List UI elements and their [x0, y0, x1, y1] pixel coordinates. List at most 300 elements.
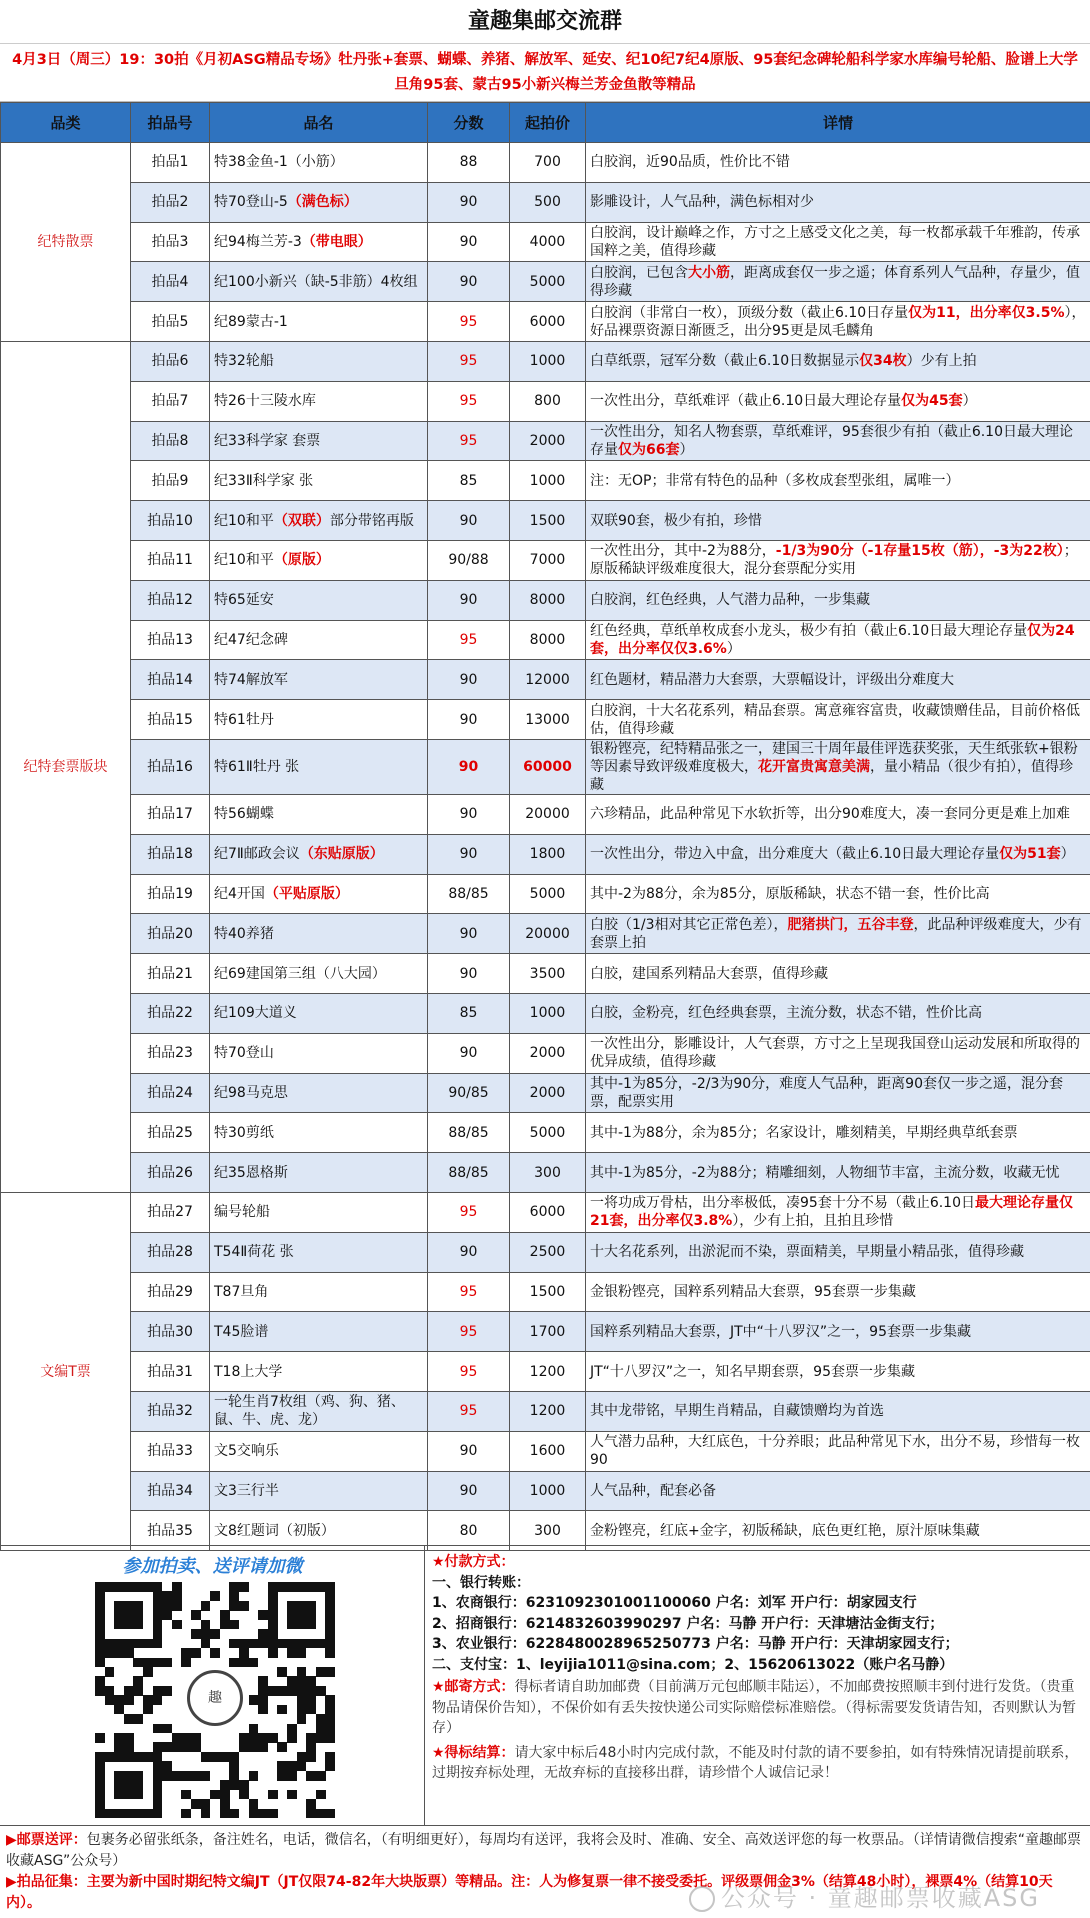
qr-module — [114, 1771, 124, 1781]
qr-module — [95, 1733, 105, 1743]
qr-module — [133, 1809, 143, 1819]
lot-name — [210, 262, 428, 302]
lot-name — [210, 1073, 428, 1113]
lot-number: 拍品34 — [131, 1471, 210, 1511]
lot-score: 95 — [428, 1192, 510, 1232]
qr-module — [105, 1639, 115, 1649]
qr-module — [153, 1601, 163, 1611]
qr-module — [95, 1591, 105, 1601]
lot-detail-text: 白草纸票，冠军分数（截止6.10日数据显示 — [590, 353, 860, 370]
lot-detail-text: JT“十八罗汉”之一，知名早期套票，95套票一步集藏 — [590, 1363, 915, 1380]
lot-score: 80 — [428, 1511, 510, 1551]
lot-detail-suffix: ，量小精品（很少有拍），值得珍藏 — [590, 758, 1073, 793]
qr-module — [325, 1714, 335, 1724]
qr-module — [124, 1714, 134, 1724]
qr-module — [325, 1610, 335, 1620]
lot-detail-highlight: 肥猪拱门，五谷丰登 — [787, 916, 914, 933]
settle-text: 请大家中标后48小时内完成付款，不能及时付款的请不要参拍，如有特殊情况请提前联系，过期按弃标处理，无故弃标的直接移出群，请珍惜个人诚信记录！ — [432, 1744, 1079, 1781]
lot-score: 95 — [428, 1391, 510, 1431]
lot-score: 85 — [428, 461, 510, 501]
qr-module — [316, 1733, 326, 1743]
lot-name — [210, 1312, 428, 1352]
lot-score: 95 — [428, 421, 510, 461]
table-row — [1, 993, 1090, 1033]
lot-number: 拍品30 — [131, 1312, 210, 1352]
qr-module — [124, 1610, 134, 1620]
lot-number: 拍品5 — [131, 302, 210, 342]
qr-module — [172, 1742, 182, 1752]
qr-module — [114, 1752, 124, 1762]
lot-detail-highlight: 仅为11，出分率仅3.5% — [908, 304, 1065, 321]
lot-start-price: 500 — [510, 182, 586, 222]
qr-module — [114, 1620, 124, 1630]
qr-module — [229, 1780, 239, 1790]
lot-detail-highlight: 仅为45套 — [901, 393, 963, 410]
mail-title: ★邮寄方式： — [432, 1679, 515, 1695]
qr-module — [143, 1809, 153, 1819]
lot-name-text: 文8红题词（初版） — [214, 1522, 335, 1539]
lot-name-text: 文3三行半 — [214, 1482, 279, 1499]
qr-module — [153, 1790, 163, 1800]
lot-number: 拍品6 — [131, 341, 210, 381]
qr-module — [297, 1676, 307, 1686]
lot-score: 90 — [428, 1232, 510, 1272]
lot-detail-text: 十大名花系列，出淤泥而不染，票面精美，早期量小精品张，值得珍藏 — [590, 1244, 1024, 1261]
lot-number: 拍品22 — [131, 993, 210, 1033]
lot-detail — [586, 262, 1090, 302]
lot-name-text: 纪69建国第三组（八大园） — [214, 965, 386, 982]
lot-name-text: 一轮生肖7枚组（鸡、狗、猪、鼠、牛、虎、龙） — [214, 1394, 405, 1429]
table-row — [1, 1431, 1090, 1471]
lot-number: 拍品8 — [131, 421, 210, 461]
wechat-icon — [689, 1886, 715, 1912]
lot-detail — [586, 302, 1090, 342]
lot-detail-highlight: 花开富贵寓意美满 — [758, 758, 870, 775]
lot-score: 90 — [428, 262, 510, 302]
qr-module — [325, 1582, 335, 1592]
lot-detail-text: 国粹系列精品大套票，JT中“十八罗汉”之一，95套票一步集藏 — [590, 1323, 971, 1340]
lot-detail — [586, 1312, 1090, 1352]
lot-name-text: 特38金鱼-1（小筋） — [214, 154, 344, 171]
qr-module — [325, 1648, 335, 1658]
qr-module — [229, 1639, 239, 1649]
qr-module — [162, 1601, 172, 1611]
lot-score: 90 — [428, 660, 510, 700]
bottom-info — [0, 1545, 1090, 1825]
qr-module — [124, 1620, 134, 1630]
lot-start-price: 1000 — [510, 1471, 586, 1511]
lot-detail-suffix: ，此品种评级难度大，少有套票上拍 — [590, 916, 1082, 951]
qr-module — [95, 1780, 105, 1790]
lot-name-text: 特74解放军 — [214, 671, 288, 688]
lot-name — [210, 222, 428, 262]
header-name: 品名 — [210, 103, 428, 143]
lot-detail-highlight: 仅为24套，出分率仅仅3.6% — [590, 622, 1075, 657]
qr-module — [133, 1582, 143, 1592]
qr-module — [268, 1601, 278, 1611]
qr-module — [181, 1648, 191, 1658]
lot-score: 95 — [428, 341, 510, 381]
lot-score: 95 — [428, 1352, 510, 1392]
lot-detail-text: 白胶，建国系列精品大套票，值得珍藏 — [590, 965, 828, 982]
lot-name-text: 纪100小新兴（缺-5非筋）4枚组 — [214, 273, 418, 290]
lot-number: 拍品9 — [131, 461, 210, 501]
qr-module — [258, 1676, 268, 1686]
lot-score: 90 — [428, 580, 510, 620]
lot-name-text: T54Ⅱ荷花 张 — [214, 1244, 294, 1261]
lot-number: 拍品28 — [131, 1232, 210, 1272]
qr-module — [181, 1733, 191, 1743]
lot-number: 拍品33 — [131, 1431, 210, 1471]
qr-module — [249, 1724, 259, 1734]
lot-score: 90 — [428, 700, 510, 740]
category-cell: 文编T票 — [1, 1192, 131, 1550]
table-row — [1, 834, 1090, 874]
qr-module — [325, 1629, 335, 1639]
lot-number: 拍品29 — [131, 1272, 210, 1312]
qr-module — [287, 1676, 297, 1686]
qr-module — [153, 1610, 163, 1620]
lot-number: 拍品26 — [131, 1153, 210, 1193]
lot-score: 90 — [428, 794, 510, 834]
lot-start-price: 2500 — [510, 1232, 586, 1272]
qr-module — [201, 1799, 211, 1809]
lot-detail — [586, 222, 1090, 262]
lot-detail-text: 其中-2为88分，余为85分，原版稀缺，状态不错一套，性价比高 — [590, 885, 990, 902]
lot-name-text: 纪35恩格斯 — [214, 1164, 288, 1181]
lot-score: 90/88 — [428, 540, 510, 580]
qr-module — [239, 1601, 249, 1611]
qr-module — [316, 1667, 326, 1677]
lot-number: 拍品24 — [131, 1073, 210, 1113]
qr-module — [297, 1582, 307, 1592]
lot-score: 90 — [428, 739, 510, 794]
qr-module — [220, 1620, 230, 1630]
table-row — [1, 1471, 1090, 1511]
lot-name-text: 特30剪纸 — [214, 1124, 274, 1141]
table-row — [1, 1352, 1090, 1392]
lot-start-price: 800 — [510, 381, 586, 421]
lot-name-text: 特70登山-5 — [214, 194, 288, 211]
qr-module — [95, 1790, 105, 1800]
qr-module — [229, 1620, 239, 1630]
qr-module — [105, 1752, 115, 1762]
lot-name-text: 纪7Ⅱ邮政会议 — [214, 846, 300, 863]
bank-3: 3、农业银行：6228480028965250773 户名：马静 开户行：天津胡家园支行； — [432, 1636, 959, 1652]
qr-module — [105, 1809, 115, 1819]
qr-module — [124, 1639, 134, 1649]
qr-module — [95, 1752, 105, 1762]
lot-start-price: 8000 — [510, 580, 586, 620]
qr-module — [133, 1620, 143, 1630]
qr-module — [220, 1809, 230, 1819]
lot-name — [210, 874, 428, 914]
qr-module — [287, 1610, 297, 1620]
lot-number: 拍品4 — [131, 262, 210, 302]
table-row — [1, 1192, 1090, 1232]
lot-name — [210, 700, 428, 740]
qr-module — [201, 1639, 211, 1649]
qr-module — [143, 1667, 153, 1677]
lot-name — [210, 1431, 428, 1471]
lot-score: 90 — [428, 954, 510, 994]
qr-module — [287, 1582, 297, 1592]
qr-module — [325, 1620, 335, 1630]
table-row — [1, 1272, 1090, 1312]
qr-module — [239, 1790, 249, 1800]
lot-number: 拍品27 — [131, 1192, 210, 1232]
qr-module — [124, 1790, 134, 1800]
qr-module — [143, 1639, 153, 1649]
qr-module — [306, 1695, 316, 1705]
qr-module — [114, 1639, 124, 1649]
settle-block — [432, 1743, 1082, 1784]
table-row — [1, 914, 1090, 954]
lot-name — [210, 421, 428, 461]
qr-module — [229, 1761, 239, 1771]
lot-name — [210, 620, 428, 660]
lot-detail — [586, 1352, 1090, 1392]
qr-module — [201, 1629, 211, 1639]
qr-module — [316, 1809, 326, 1819]
lot-name-highlight: （东贴原版） — [299, 846, 384, 863]
qr-module — [220, 1752, 230, 1762]
table-row — [1, 620, 1090, 660]
lot-detail — [586, 501, 1090, 541]
qr-module — [153, 1686, 163, 1696]
qr-module — [153, 1620, 163, 1630]
qr-module — [306, 1639, 316, 1649]
lot-detail — [586, 954, 1090, 994]
qr-module — [229, 1601, 239, 1611]
lot-detail-highlight: 仅34枚 — [859, 353, 907, 370]
qr-module — [191, 1771, 201, 1781]
qr-module — [162, 1771, 172, 1781]
lot-detail — [586, 1391, 1090, 1431]
qr-module — [306, 1752, 316, 1762]
wechat-qr-code[interactable] — [95, 1582, 335, 1818]
header-score: 分数 — [428, 103, 510, 143]
lot-detail-text: 一次性出分，草纸难评（截止6.10日最大理论存量 — [590, 393, 902, 410]
lot-number: 拍品32 — [131, 1391, 210, 1431]
qr-module — [249, 1658, 259, 1668]
qr-module — [239, 1742, 249, 1752]
qr-module — [239, 1658, 249, 1668]
qr-module — [95, 1620, 105, 1630]
qr-module — [249, 1809, 259, 1819]
lot-start-price: 1500 — [510, 501, 586, 541]
lot-name — [210, 461, 428, 501]
qr-module — [95, 1761, 105, 1771]
qr-module — [105, 1686, 115, 1696]
qr-module — [306, 1686, 316, 1696]
lot-name-suffix: 部分带铭再版 — [329, 512, 414, 529]
qr-module — [133, 1686, 143, 1696]
qr-module — [210, 1629, 220, 1639]
qr-module — [306, 1620, 316, 1630]
qr-module — [133, 1714, 143, 1724]
lot-score: 90 — [428, 182, 510, 222]
qr-module — [153, 1582, 163, 1592]
qr-module — [114, 1648, 124, 1658]
lot-number: 拍品35 — [131, 1511, 210, 1551]
qr-module — [95, 1639, 105, 1649]
lot-start-price: 300 — [510, 1153, 586, 1193]
lot-score: 90 — [428, 222, 510, 262]
lot-detail-text: 白胶润（非常白一枚），顶级分数（截止6.10日存量 — [590, 304, 909, 321]
qr-module — [114, 1780, 124, 1790]
lot-detail-suffix: ） — [679, 441, 694, 458]
qr-module — [191, 1629, 201, 1639]
qr-module — [258, 1705, 268, 1715]
qr-module — [297, 1648, 307, 1658]
lot-name — [210, 834, 428, 874]
lot-start-price: 7000 — [510, 540, 586, 580]
lot-score: 90 — [428, 1431, 510, 1471]
qr-module — [95, 1610, 105, 1620]
lot-number: 拍品14 — [131, 660, 210, 700]
payment-info — [432, 1552, 1082, 1784]
qr-module — [239, 1648, 249, 1658]
qr-module — [258, 1629, 268, 1639]
qr-module — [268, 1591, 278, 1601]
qr-module — [316, 1790, 326, 1800]
qr-module — [277, 1705, 287, 1715]
table-row — [1, 1113, 1090, 1153]
qr-title: 参加拍卖、送评请加微 — [122, 1556, 303, 1577]
header-lot-no: 拍品号 — [131, 103, 210, 143]
lot-name-text: 纪89蒙古-1 — [214, 313, 288, 330]
qr-module — [95, 1658, 105, 1668]
qr-module — [220, 1790, 230, 1800]
lot-name-text: 纪33Ⅱ科学家 张 — [214, 472, 314, 489]
qr-module — [153, 1591, 163, 1601]
table-row — [1, 1312, 1090, 1352]
qr-module — [220, 1780, 230, 1790]
qr-module — [258, 1639, 268, 1649]
qr-module — [306, 1676, 316, 1686]
qr-module — [201, 1620, 211, 1630]
table-row — [1, 700, 1090, 740]
qr-module — [297, 1667, 307, 1677]
lot-name-text: 特40养猪 — [214, 925, 274, 942]
qr-module — [325, 1761, 335, 1771]
lot-number: 拍品21 — [131, 954, 210, 994]
lot-detail-text: 一次性出分，知名人物套票，草纸难评，95套很少有拍（截止6.10日最大理论存量 — [590, 423, 1073, 458]
lot-name — [210, 182, 428, 222]
qr-module — [229, 1582, 239, 1592]
qr-module — [287, 1771, 297, 1781]
qr-module — [325, 1752, 335, 1762]
qr-module — [133, 1639, 143, 1649]
lot-start-price: 3500 — [510, 954, 586, 994]
bank-title: 一、银行转账： — [432, 1574, 530, 1591]
lot-detail — [586, 421, 1090, 461]
qr-module — [297, 1639, 307, 1649]
lot-detail — [586, 794, 1090, 834]
table-row — [1, 794, 1090, 834]
qr-module — [287, 1639, 297, 1649]
lots-body — [1, 143, 1090, 1551]
qr-module — [258, 1809, 268, 1819]
qr-module — [162, 1761, 172, 1771]
table-row — [1, 660, 1090, 700]
qr-module — [297, 1620, 307, 1630]
qr-module — [95, 1676, 105, 1686]
settle-title: ★得标结算： — [432, 1744, 515, 1761]
qr-module — [133, 1601, 143, 1611]
qr-module — [153, 1629, 163, 1639]
lot-start-price: 5000 — [510, 874, 586, 914]
lot-name-text: 纪109大道义 — [214, 1005, 297, 1022]
qr-module — [124, 1582, 134, 1592]
qr-module — [297, 1686, 307, 1696]
qr-module — [249, 1771, 259, 1781]
lot-score: 90/85 — [428, 1073, 510, 1113]
qr-module — [325, 1591, 335, 1601]
qr-module — [162, 1742, 172, 1752]
lot-number: 拍品10 — [131, 501, 210, 541]
lot-detail — [586, 1153, 1090, 1193]
qr-module — [306, 1771, 316, 1781]
lot-name — [210, 501, 428, 541]
lot-name — [210, 993, 428, 1033]
qr-module — [297, 1705, 307, 1715]
auction-subtitle: 4月3日（周三）19：30拍《月初ASG精品专场》牡丹张+套票、蝴蝶、养猪、解放军、延安、纪10纪7纪4原版、95套纪念碑轮船科学家水库编号轮船、脸谱上大学旦角95套、蒙古95小新兴梅兰芳金鱼散等精品 — [0, 44, 1090, 102]
qr-module — [306, 1582, 316, 1592]
lot-detail-text: 注：无OP；非常有特色的品种（多枚成套型张组，属唯一） — [590, 472, 960, 489]
lot-name — [210, 540, 428, 580]
qr-module — [258, 1742, 268, 1752]
qr-module — [306, 1799, 316, 1809]
lot-detail-suffix: ）少有上拍 — [906, 353, 977, 370]
qr-module — [162, 1686, 172, 1696]
lot-detail — [586, 914, 1090, 954]
qr-module — [191, 1799, 201, 1809]
lot-name-highlight: （满色标） — [287, 194, 358, 211]
qr-module — [325, 1667, 335, 1677]
lot-name — [210, 954, 428, 994]
payment-title: ★付款方式： — [432, 1554, 515, 1570]
qr-module — [124, 1695, 134, 1705]
lot-detail — [586, 1471, 1090, 1511]
lot-detail-text: 白胶（1/3相对其它正常色差）， — [590, 916, 788, 933]
lot-score: 95 — [428, 1272, 510, 1312]
qr-logo: 趣 — [187, 1670, 243, 1726]
qr-module — [124, 1601, 134, 1611]
lot-number: 拍品2 — [131, 182, 210, 222]
qr-section — [0, 1546, 425, 1826]
qr-module — [124, 1780, 134, 1790]
lot-name — [210, 1192, 428, 1232]
lot-detail-text: 白胶润，设计巅峰之作，方寸之上感受文化之美，每一枚都承载千年雅韵，传承国粹之美，值得珍藏 — [590, 224, 1080, 259]
qr-module — [133, 1658, 143, 1668]
lot-name-text: 特61牡丹 — [214, 711, 274, 728]
table-row — [1, 381, 1090, 421]
qr-module — [143, 1658, 153, 1668]
qr-module — [95, 1686, 105, 1696]
lot-name — [210, 1033, 428, 1073]
qr-module — [287, 1761, 297, 1771]
qr-module — [201, 1752, 211, 1762]
table-row — [1, 302, 1090, 342]
lot-name-text: T87旦角 — [214, 1283, 269, 1300]
lot-start-price: 1500 — [510, 1272, 586, 1312]
qr-module — [133, 1790, 143, 1800]
table-row — [1, 1073, 1090, 1113]
qr-module — [325, 1724, 335, 1734]
header-detail: 详情 — [586, 103, 1090, 143]
